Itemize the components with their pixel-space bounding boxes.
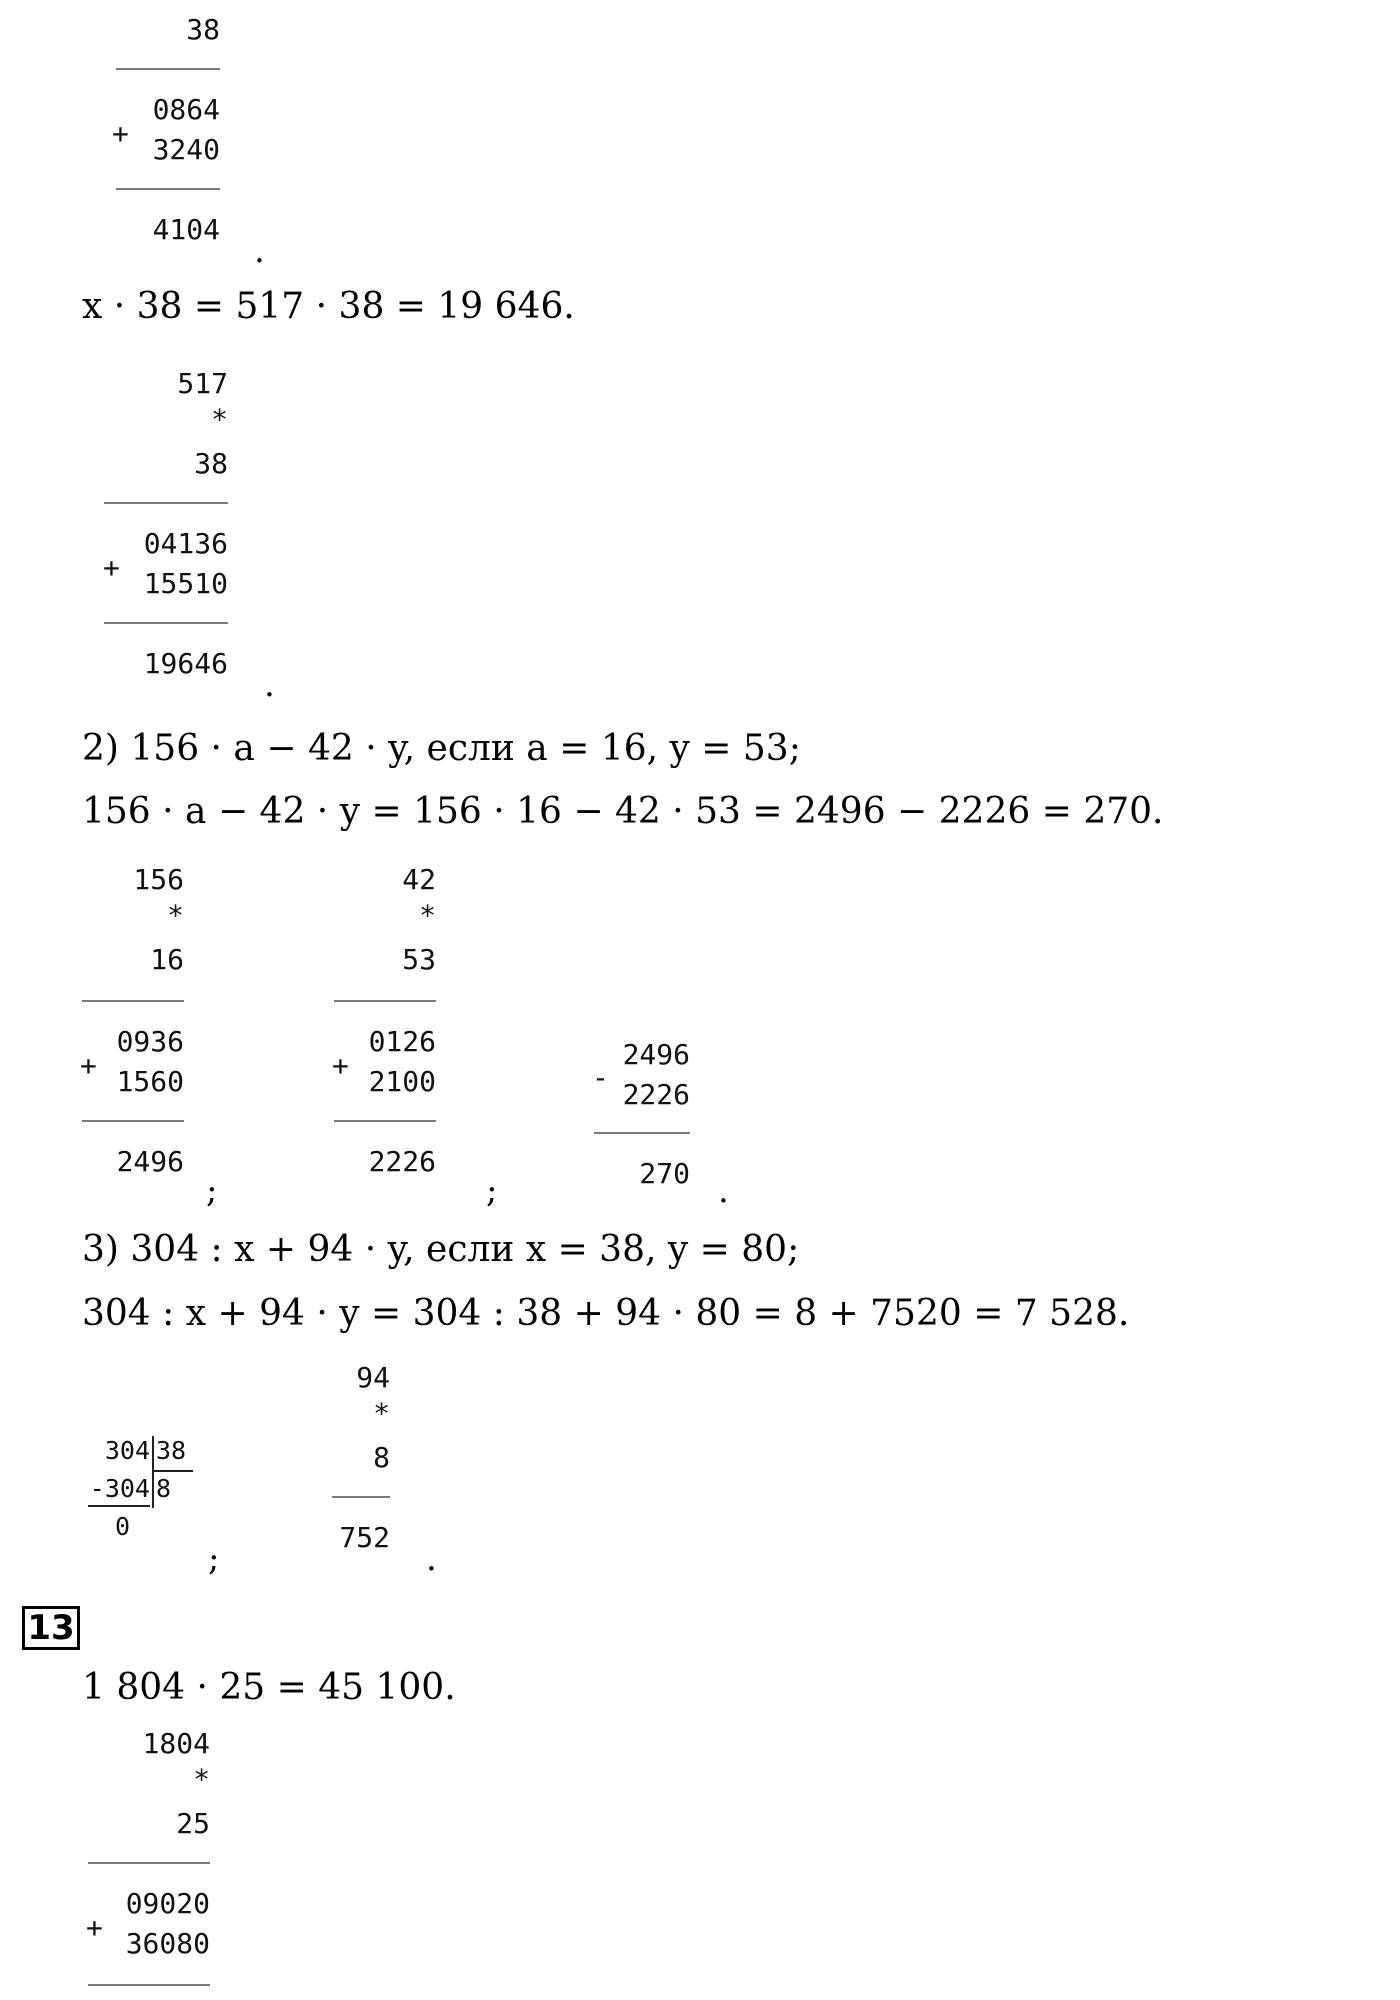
bottom-factor: 25 (176, 1807, 210, 1840)
top-factor: 1804 (142, 1727, 210, 1760)
partial-product-2: 1560 (116, 1065, 184, 1098)
bottom-factor: 53 (402, 943, 436, 976)
semicolon: ; (208, 1539, 220, 1579)
semicolon: ; (486, 1171, 498, 1211)
period: . (718, 1171, 729, 1211)
multiply-sign: * (419, 899, 436, 932)
task-number-box: 13 (22, 1606, 80, 1650)
subtracted-value: -304 (89, 1474, 150, 1503)
product-result: 19646 (143, 647, 228, 680)
top-factor: 94 (356, 1361, 390, 1394)
remainder: 0 (114, 1512, 130, 1541)
separator-line (82, 1120, 184, 1122)
partial-product-1: 09020 (125, 1887, 210, 1920)
bottom-factor: 16 (150, 943, 184, 976)
plus-sign: + (112, 117, 129, 150)
multiply-sign: * (373, 1397, 390, 1430)
task-13-equation: 1 804 · 25 = 45 100. (82, 1667, 456, 1708)
plus-sign: + (332, 1049, 349, 1082)
separator-line (104, 622, 228, 624)
partial-product-1: 0126 (368, 1025, 436, 1058)
separator-line (82, 1000, 184, 1002)
separator-line (116, 188, 220, 190)
difference-result: 270 (639, 1157, 690, 1190)
separator-line (116, 68, 220, 70)
period: . (254, 231, 265, 271)
task-2-condition: 2) 156 · a − 42 · y, если a = 16, y = 53; (82, 728, 801, 769)
separator-line (594, 1132, 690, 1134)
plus-sign: + (86, 1911, 103, 1944)
task-2-solution: 156 · a − 42 · y = 156 · 16 − 42 · 53 = 2496 − 2226 = 270. (82, 791, 1164, 832)
partial-product-1: 0864 (152, 93, 220, 126)
multiply-sign: * (167, 899, 184, 932)
partial-product-2: 15510 (143, 567, 228, 600)
separator-line (88, 1862, 210, 1864)
subtraction-underline (88, 1505, 150, 1507)
semicolon: ; (206, 1171, 218, 1211)
top-factor: 42 (402, 863, 436, 896)
partial-product-2: 3240 (152, 133, 220, 166)
equation-x-times-38: x · 38 = 517 · 38 = 19 646. (82, 286, 575, 327)
top-factor: 517 (177, 367, 228, 400)
quotient: 8 (156, 1474, 172, 1503)
product-result: 4104 (152, 213, 220, 246)
multiplier: 38 (186, 13, 220, 46)
separator-line (88, 1984, 210, 1986)
dividend: 304 (104, 1436, 150, 1465)
separator-line (332, 1496, 390, 1498)
period: . (426, 1539, 437, 1579)
partial-product-1: 0936 (116, 1025, 184, 1058)
period: . (264, 665, 275, 705)
separator-line (104, 502, 228, 504)
bottom-factor: 38 (194, 447, 228, 480)
subtrahend: 2226 (622, 1078, 690, 1111)
product-result: 2226 (368, 1145, 436, 1178)
plus-sign: + (80, 1049, 97, 1082)
separator-line (334, 1000, 436, 1002)
partial-product-2: 36080 (125, 1927, 210, 1960)
minus-sign: - (592, 1061, 609, 1094)
partial-product-2: 2100 (368, 1065, 436, 1098)
divisor: 38 (156, 1436, 187, 1465)
minuend: 2496 (622, 1038, 690, 1071)
task-3-condition: 3) 304 : x + 94 · y, если x = 38, y = 80; (82, 1229, 800, 1270)
product-result: 752 (339, 1521, 390, 1554)
separator-line (334, 1120, 436, 1122)
top-factor: 156 (133, 863, 184, 896)
divisor-underline (153, 1470, 193, 1472)
partial-product-1: 04136 (143, 527, 228, 560)
task-3-solution: 304 : x + 94 · y = 304 : 38 + 94 · 80 = 8 + 7520 = 7 528. (82, 1293, 1130, 1334)
plus-sign: + (103, 551, 120, 584)
division-bar (152, 1436, 154, 1508)
multiply-sign: * (211, 403, 228, 436)
bottom-factor: 8 (373, 1441, 390, 1474)
product-result: 2496 (116, 1145, 184, 1178)
multiply-sign: * (193, 1763, 210, 1796)
